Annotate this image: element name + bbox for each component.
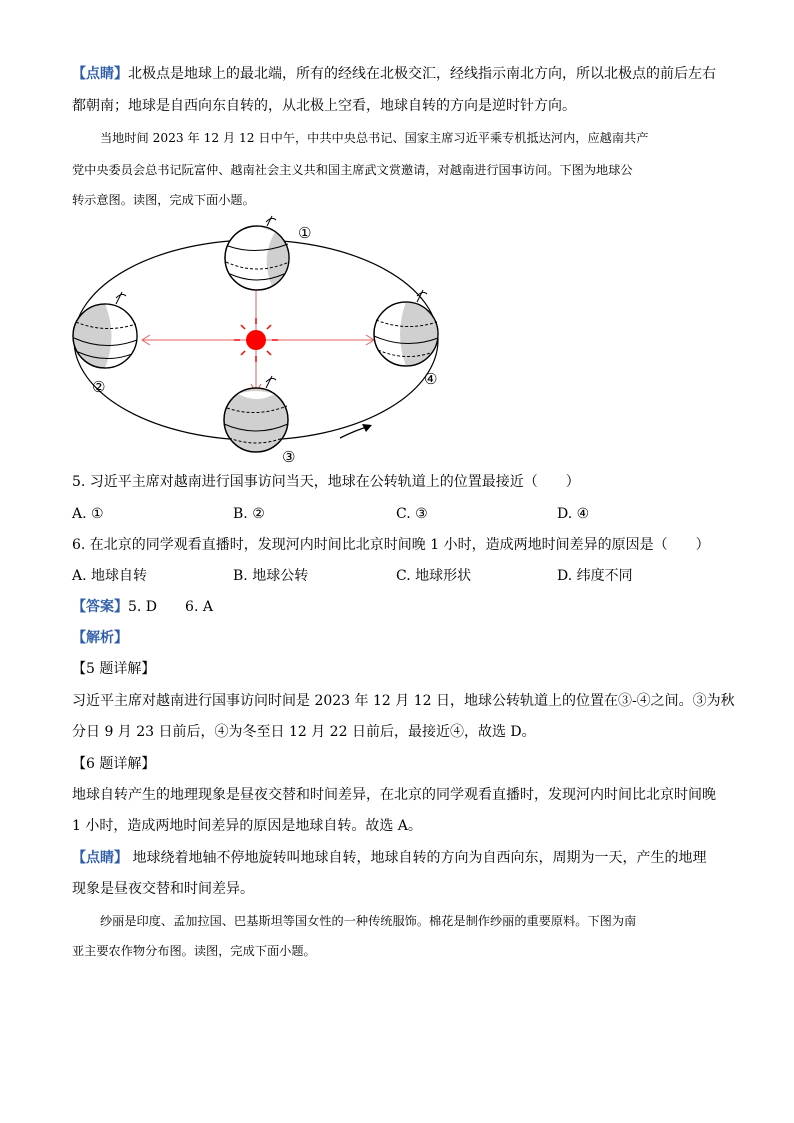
q6-option-d: D. 纬度不同 bbox=[557, 568, 633, 584]
answer-line: 【答案】5. D 6. A bbox=[72, 599, 213, 615]
earth-position-3 bbox=[224, 376, 288, 452]
tip1-line1: 【点睛】北极点是地球上的最北端，所有的经线在北极交汇，经线指示南北方向，所以北极点的前后左右 bbox=[72, 66, 716, 82]
d5-label: 【5 题详解】 bbox=[72, 661, 156, 677]
intro1-line3: 转示意图。读图，完成下面小题。 bbox=[72, 193, 255, 207]
q5-option-d: D. ④ bbox=[557, 506, 590, 522]
earth-position-1 bbox=[225, 216, 289, 290]
label-1: ① bbox=[298, 224, 312, 242]
q5-option-c: C. ③ bbox=[396, 506, 428, 522]
d6-line1: 地球自转产生的地理现象是昼夜交替和时间差异，在北京的同学观看直播时，发现河内时间比北京时间晚 bbox=[72, 787, 716, 803]
answer-label: 【答案】 bbox=[72, 599, 128, 615]
tip-label: 【点睛】 bbox=[72, 850, 128, 866]
analysis-label: 【解析】 bbox=[72, 630, 128, 646]
label-2: ② bbox=[92, 378, 106, 396]
earth-position-2 bbox=[73, 292, 137, 368]
earth-revolution-diagram bbox=[60, 212, 460, 470]
d5-line1: 习近平主席对越南进行国事访问时间是 2023 年 12 月 12 日，地球公转轨道上的位置在③-④之间。③为秋 bbox=[72, 693, 735, 709]
label-3: ③ bbox=[282, 448, 296, 466]
tip2-line1: 【点睛】 地球绕着地轴不停地旋转叫地球自转，地球自转的方向为自西向东，周期为一天，产生的地理 bbox=[72, 850, 707, 866]
q6-option-b: B. 地球公转 bbox=[233, 568, 309, 584]
q6-option-c: C. 地球形状 bbox=[396, 568, 472, 584]
intro1-line2: 党中央委员会总书记阮富仲、越南社会主义共和国主席武文赏邀请，对越南进行国事访问。下图为地球公 bbox=[72, 163, 633, 177]
q5-stem: 5. 习近平主席对越南进行国事访问当天，地球在公转轨道上的位置最接近（ ） bbox=[72, 474, 580, 490]
orbit-direction-arrow bbox=[340, 424, 372, 438]
tip2-line2: 现象是昼夜交替和时间差异。 bbox=[72, 881, 254, 897]
tip1-line2: 都朝南；地球是自西向东自转的，从北极上空看，地球自转的方向是逆时针方向。 bbox=[72, 98, 576, 114]
intro2-line1: 纱丽是印度、孟加拉国、巴基斯坦等国女性的一种传统服饰。棉花是制作纱丽的重要原料。下图为南 bbox=[100, 914, 637, 928]
q5-option-b: B. ② bbox=[233, 506, 265, 522]
tip-label: 【点睛】 bbox=[72, 66, 128, 82]
d6-label: 【6 题详解】 bbox=[72, 756, 156, 772]
earth-position-4 bbox=[374, 290, 438, 366]
intro1-line1: 当地时间 2023 年 12 月 12 日中午，中共中央总书记、国家主席习近平乘专机抵达河内，应越南共产 bbox=[100, 131, 649, 145]
q6-option-a: A. 地球自转 bbox=[72, 568, 148, 584]
intro2-line2: 亚主要农作物分布图。读图，完成下面小题。 bbox=[72, 944, 316, 958]
d5-line2: 分日 9 月 23 日前后，④为冬至日 12 月 22 日前后，最接近④，故选 D。 bbox=[72, 724, 536, 740]
q6-stem: 6. 在北京的同学观看直播时，发现河内时间比北京时间晚 1 小时，造成两地时间差异的原因是（ ） bbox=[72, 537, 710, 553]
label-4: ④ bbox=[424, 370, 438, 388]
q5-option-a: A. ① bbox=[72, 506, 104, 522]
d6-line2: 1 小时，造成两地时间差异的原因是地球自转。故选 A。 bbox=[72, 818, 422, 834]
